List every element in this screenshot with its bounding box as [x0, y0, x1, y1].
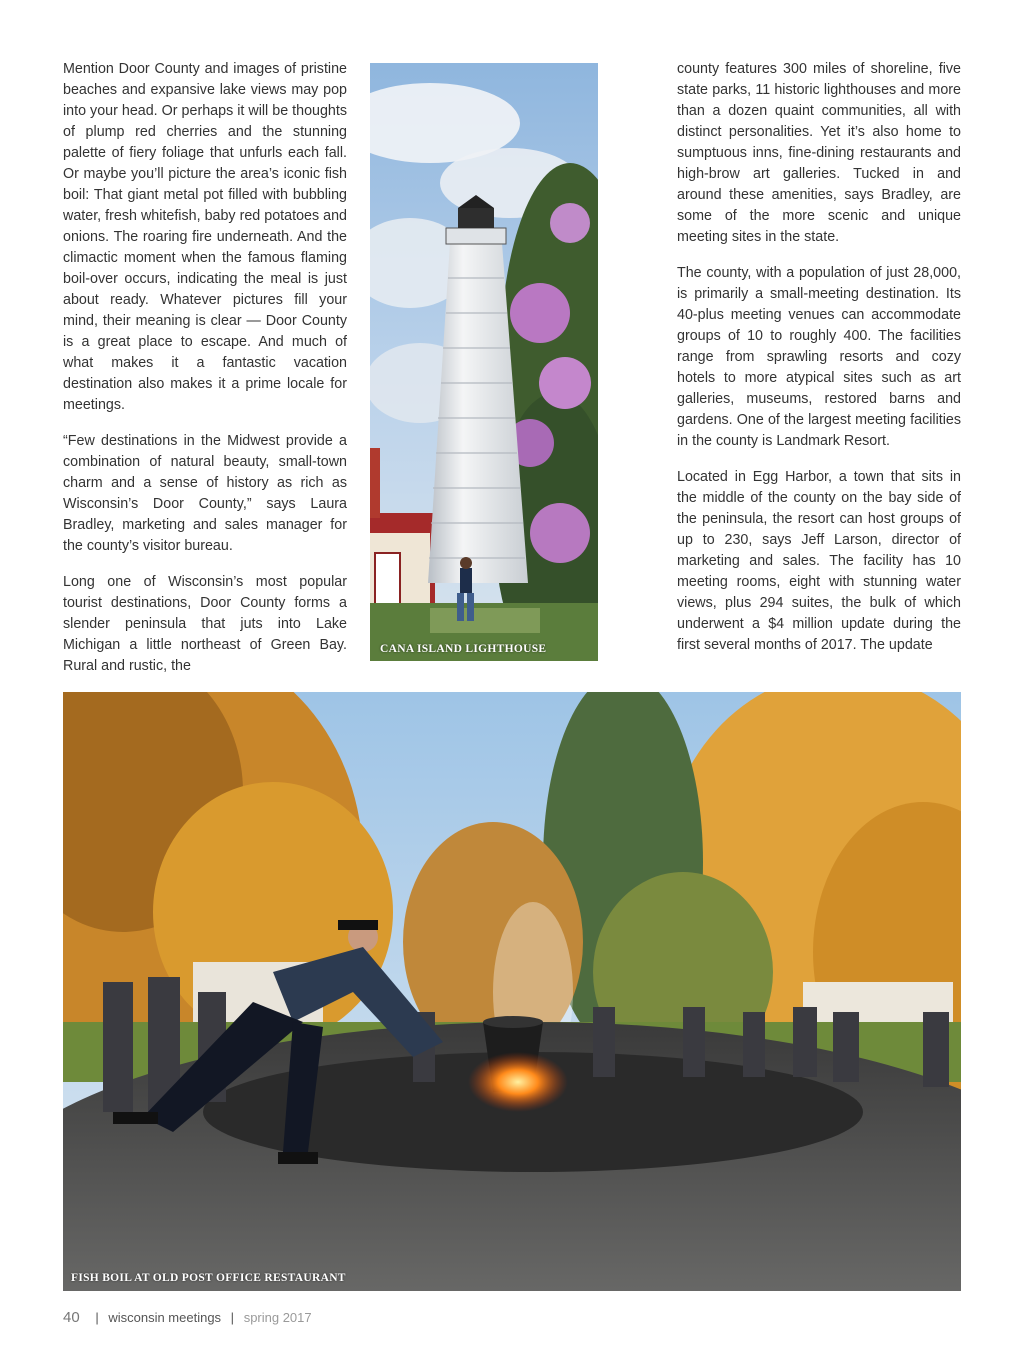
article-paragraph: Located in Egg Harbor, a town that sits in the middle of the county on the bay side of the peninsula, the resort can host groups of up to 230, says Jeff Larson, director of marketing and sales. The facility has 10 meeting rooms, eight with stunning water views, plus 294 suites, the bulk of which underwent a $4 million update during the first several months of 2017. The update	[677, 469, 961, 653]
issue-season: spring 2017	[243, 1310, 312, 1325]
article-paragraph: “Few destinations in the Midwest provide a combination of natural beauty, small-town charm and a sense of history as rich as Wisconsin’s Door County,” says Laura Bradley, marketing and sales manager for the county’s visitor bureau.	[63, 433, 347, 554]
fish-boil-photo	[63, 692, 961, 1291]
page-footer	[63, 1309, 312, 1326]
lighthouse-photo	[370, 63, 598, 661]
article-paragraph: Long one of Wisconsin’s most popular tourist destinations, Door County forms a slender peninsula that juts into Lake Michigan a little northeast of Green Bay. Rural and rustic, the	[63, 574, 347, 674]
photo-caption: CANA ISLAND LIGHTHOUSE	[380, 643, 547, 655]
article-paragraph: The county, with a population of just 28,000, is primarily a small-meeting destination. Its 40-plus meeting venues can accommodate groups of 10 to roughly 400. The facilities range from sprawling resorts and cozy hotels to more atypical sites such as art galleries, museums, restored barns and gardens. One of the largest meeting facilities in the county is Landmark Resort.	[677, 265, 961, 449]
page-number: 40	[63, 1309, 80, 1326]
footer-separator: |	[230, 1310, 235, 1325]
publication-name: wisconsin meetings	[108, 1310, 222, 1325]
article-paragraph: county features 300 miles of shoreline, five state parks, 11 historic lighthouses and more than a dozen quaint communities, all with distinct personalities. Yet it’s also home to sumptuous inns, fine-dining restaurants and high-brow art galleries. Tucked in and around these amenities, says Bradley, are some of the more scenic and unique meeting sites in the state.	[677, 61, 961, 245]
photo-caption: FISH BOIL AT OLD POST OFFICE RESTAURANT	[71, 1272, 346, 1284]
article-column-right	[677, 59, 961, 671]
footer-separator: |	[95, 1310, 99, 1325]
article-column-left	[63, 59, 347, 692]
article-paragraph: Mention Door County and images of pristine beaches and expansive lake views may pop into your head. Or perhaps it will be thoughts of plump red cherries and the stunning palette of fiery foliage that unfurls each fall. Or maybe you’ll picture the area’s iconic fish boil: That giant metal pot filled with bubbling water, fresh whitefish, baby red potatoes and onions. The roaring fire underneath. And the climactic moment when the famous flaming boil-over occurs, indicating the meal is just about ready. Whatever pictures fill your mind, their meaning is clear — Door County is a great place to escape. And much of what makes it a fantastic vacation destination also makes it a prime locale for meetings.	[63, 61, 347, 413]
